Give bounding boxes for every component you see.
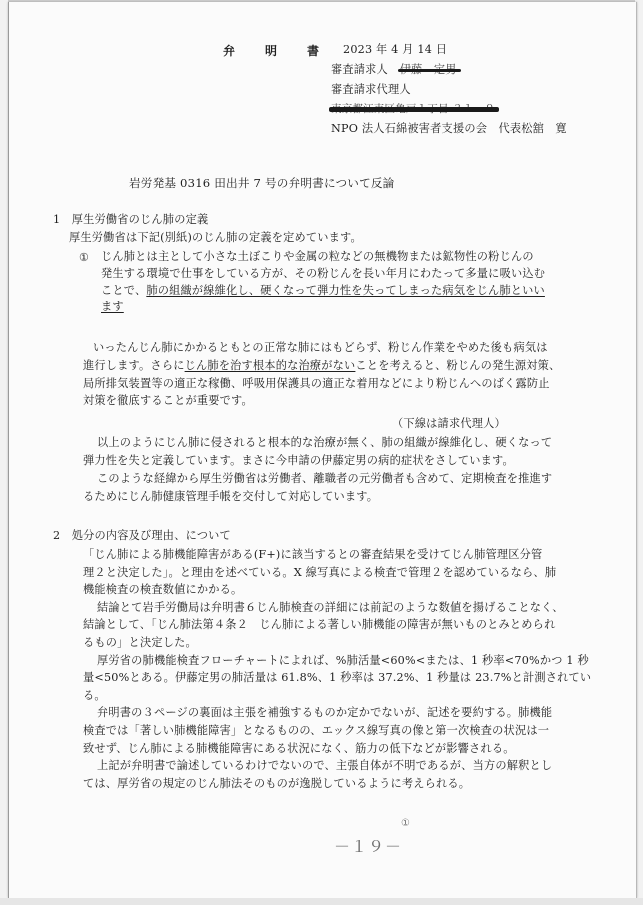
document-date: 2023 年 4 月 14 日 [343, 43, 448, 56]
body-line: るもの」と決定した。 [83, 635, 197, 649]
body-line: る。 [83, 688, 106, 702]
document-page [8, 2, 637, 898]
agent-label: 審査請求代理人 [331, 83, 411, 96]
redacted-requester-name [400, 62, 457, 78]
body-line: 結論とて岩手労働局は弁明書６じん肺検査の詳細には前記のような数値を揚げることなく、 [97, 600, 564, 614]
body-line: 結論として、「じん肺法第４条２ じん肺による著しい肺機能の障害が無いものとみとめられ [83, 618, 556, 632]
underlined-definition: 肺の組織が線維化し、硬くなって弾力性を失ってしまった病気をじん肺といい [146, 283, 545, 297]
redaction-strike [329, 107, 499, 112]
body-line: 致せず、じん肺による肺機能障害にある状況になく、筋力の低下などが影響される。 [83, 741, 515, 755]
redaction-strike [398, 69, 461, 72]
scan-bottom-edge [0, 898, 643, 905]
paragraph-line: 局所排気装置等の適正な稼働、呼吸用保護具の適正な着用などにより粉じんへのばく露防止 [83, 376, 550, 390]
subject-line: 岩労発基 0316 田出井 7 号の弁明書について反論 [129, 176, 395, 190]
paragraph-line: このような経緯から厚生労働省は労働者、離職者の元労働者も含めて、定期検査を推進す [97, 472, 553, 485]
paragraph-line: 進行します。さらにじん肺を治す根本的な治療がないことを考えると、粉じんの発生源対策、 [83, 358, 561, 372]
definition-line: ことで、肺の組織が線維化し、硬くなって弾力性を失ってしまった病気をじん肺といい [101, 283, 545, 297]
section1-paragraph1 [83, 339, 560, 410]
body-line: 機能検査の検査数値にかかる。 [83, 583, 243, 597]
body-line: 理２と決定した」。と理由を述べている。X 線写真による検査で管理２を認めているなら、肺 [83, 565, 557, 579]
definition-item [101, 249, 545, 316]
section1-intro: 厚生労働省は下記(別紙)のじん肺の定義を定めています。 [69, 231, 362, 244]
body-line: 厚労省の肺機能検査フローチャートによれば、%肺活量<60%<または、1 秒率<70%かつ 1 秒 [97, 653, 589, 667]
requester-label: 審査請求人 [331, 63, 388, 76]
body-line: 検査では「著しい肺機能障害」となるものの、エックス線写真の像と第一次検査の状況は一 [83, 723, 550, 737]
paragraph-line: るためにじん肺健康管理手帳を交付して対応しています。 [83, 490, 379, 503]
paragraph-line: 対策を徹底することが重要です。 [83, 394, 253, 408]
section1-paragraph2 [83, 434, 552, 506]
handwritten-circle-mark: ① [401, 818, 410, 829]
paragraph-line: 以上のようにじん肺に侵されると根本的な治療が無く、肺の組織が線維化し、硬くなって [97, 436, 553, 449]
paragraph-line: いったんじん肺にかかるともとの正常な肺にはもどらず、粉じん作業をやめた後も病気は [93, 341, 548, 354]
section2-heading: 2 処分の内容及び理由、について [53, 529, 231, 542]
body-line: 上記が弁明書で論述しているわけでないので、主張自体が不明であるが、当方の解釈とし [97, 759, 553, 773]
definition-line: 発生する環境で仕事をしている方が、その粉じんを長い年月にわたって多量に吸い込む [101, 266, 546, 280]
page-number: －１９－ [334, 837, 403, 856]
document-title: 弁 明 書 [223, 44, 329, 58]
redacted-agent-address [331, 101, 495, 117]
underline-note: （下線は請求代理人） [392, 417, 506, 430]
paragraph-line: 弾力性を失と定義しています。まさに今申請の伊藤定男の病的症状をさしています。 [83, 454, 514, 467]
organization-line: NPO 法人石綿被害者支援の会 代表松舘 寛 [331, 122, 567, 135]
underlined-phrase: じん肺を治す根本的な治療がない [184, 358, 356, 372]
body-line: 「じん肺による肺機能障害がある(F+)に該当するとの審査結果を受けてじん肺管理区分管 [83, 548, 543, 561]
section1-heading: 1 厚生労働省のじん肺の定義 [53, 213, 209, 226]
requester-line [331, 62, 457, 78]
definition-line: ます [101, 300, 124, 314]
body-line: ては、厚労省の規定のじん肺法そのものが逸脱しているように考えられる。 [83, 776, 471, 790]
item-marker: ① [79, 251, 90, 264]
section2-body [83, 546, 591, 792]
body-line: 弁明書の３ページの裏面は主張を補強するものか定かでないが、記述を要約する。肺機能 [97, 706, 553, 720]
body-line: 量<50%とある。伊藤定男の肺活量は 61.8%、1 秒率は 37.2%、1 秒量は 23.7%と計測されてい [83, 671, 592, 685]
definition-line: じん肺とは主として小さな土ぼこりや金属の粒などの無機物または鉱物性の粉じんの [101, 250, 534, 263]
